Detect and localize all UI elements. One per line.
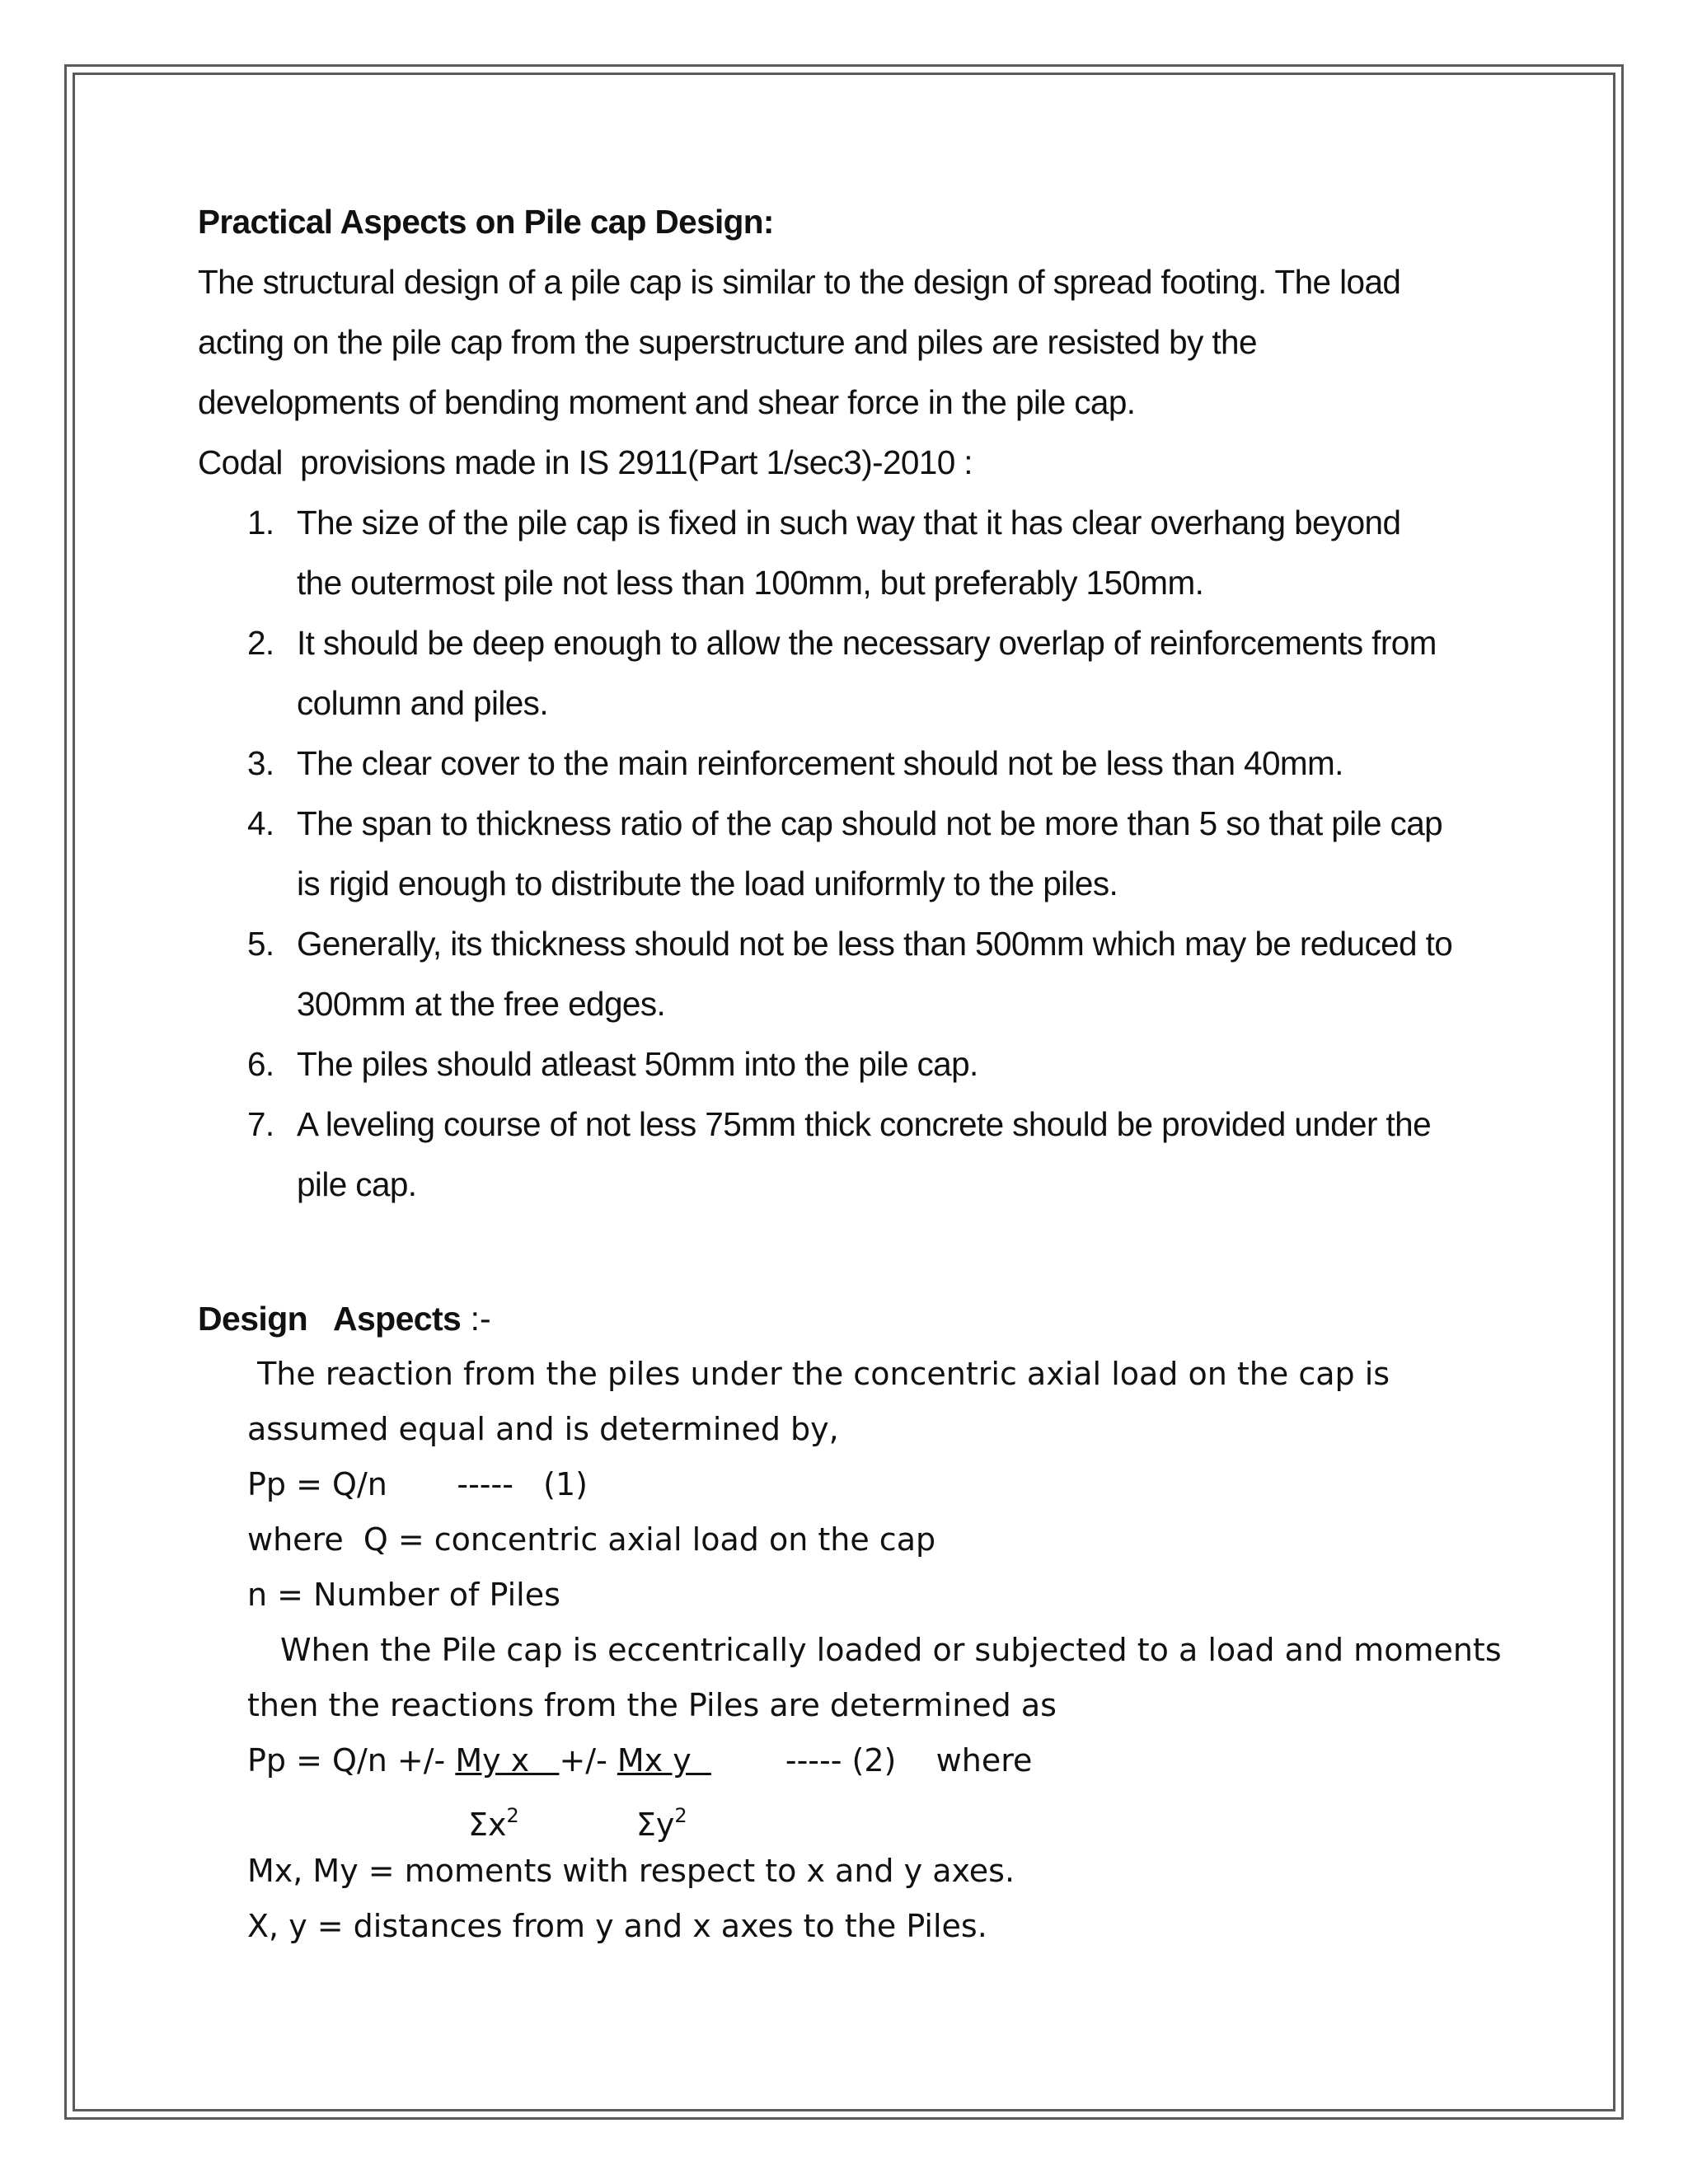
design-heading-text: Design Aspects xyxy=(198,1300,462,1338)
list-item-text: The span to thickness ratio of the cap should not be more than 5 so that pile cap xyxy=(297,804,1443,842)
list-item-continuation: the outermost pile not less than 100mm, but preferably 150mm. xyxy=(297,564,1204,602)
distances-definition: X, y = distances from y and x axes to the Piles. xyxy=(247,1908,987,1944)
intro-line: The structural design of a pile cap is similar to the design of spread footing. The load xyxy=(198,263,1401,301)
intro-line: developments of bending moment and shear force in the pile cap. xyxy=(198,383,1136,421)
intro-line: acting on the pile cap from the superstructure and piles are resisted by the xyxy=(198,323,1257,361)
list-number: 6. xyxy=(247,1045,274,1083)
equation-1: Pp = Q/n ----- (1) xyxy=(247,1466,588,1502)
paragraph-line: When the Pile cap is eccentrically loaded or subjected to a load and moments xyxy=(280,1632,1502,1668)
codal-provisions-line: Codal provisions made in IS 2911(Part 1/sec3)-2010 : xyxy=(198,443,973,481)
list-item xyxy=(198,918,1508,978)
moments-definition: Mx, My = moments with respect to x and y axes. xyxy=(247,1853,1015,1889)
section-title: Practical Aspects on Pile cap Design: xyxy=(198,203,774,241)
list-item-text: The size of the pile cap is fixed in such way that it has clear overhang beyond xyxy=(297,504,1401,541)
list-item-continuation: pile cap. xyxy=(297,1165,417,1203)
list-item xyxy=(198,1038,1508,1099)
section-practical-aspects xyxy=(198,196,1508,1219)
eq2-prefix: Pp = Q/n +/- xyxy=(247,1742,456,1779)
list-number: 5. xyxy=(247,925,274,963)
list-item-text: A leveling course of not less 75mm thick concrete should be provided under the xyxy=(297,1105,1432,1143)
list-number: 2. xyxy=(247,624,274,662)
list-item-text: The piles should atleast 50mm into the pile cap. xyxy=(297,1045,978,1083)
list-item-text: Generally, its thickness should not be less than 500mm which may be reduced to xyxy=(297,925,1453,963)
list-item xyxy=(198,1099,1508,1159)
sigma-x: Σx xyxy=(468,1807,507,1843)
list-item-continuation: column and piles. xyxy=(297,684,548,722)
paragraph-line: then the reactions from the Piles are determined as xyxy=(247,1687,1057,1723)
list-item xyxy=(198,617,1508,677)
list-number: 4. xyxy=(247,804,274,842)
sigma-y: Σy xyxy=(635,1807,675,1843)
eq2-tail: ----- (2) where xyxy=(785,1742,1033,1779)
equation-2 xyxy=(198,1736,1517,1791)
eq2-denominator-1 xyxy=(468,1804,519,1843)
list-number: 7. xyxy=(247,1105,274,1143)
list-number: 3. xyxy=(247,744,274,782)
eq2-operator: +/- xyxy=(559,1742,617,1779)
list-item xyxy=(198,798,1508,858)
exponent: 2 xyxy=(506,1804,519,1827)
eq2-fraction-1-numerator: My x xyxy=(455,1742,560,1779)
n-definition: n = Number of Piles xyxy=(247,1577,560,1613)
eq2-denominator-2 xyxy=(635,1804,687,1843)
section-design-aspects xyxy=(198,1294,1517,1957)
design-heading-suffix: :- xyxy=(461,1300,491,1338)
eq2-fraction-2-numerator: Mx y xyxy=(617,1742,711,1779)
equation-2-denominators xyxy=(198,1791,1517,1846)
design-heading xyxy=(198,1294,1517,1349)
list-item-continuation: 300mm at the free edges. xyxy=(297,985,666,1023)
paragraph-line: assumed equal and is determined by, xyxy=(247,1411,839,1447)
list-item-continuation: is rigid enough to distribute the load uniformly to the piles. xyxy=(297,865,1118,902)
paragraph-line: The reaction from the piles under the concentric axial load on the cap is xyxy=(247,1356,1390,1392)
list-item xyxy=(198,738,1508,798)
list-item-text: It should be deep enough to allow the necessary overlap of reinforcements from xyxy=(297,624,1437,662)
list-number: 1. xyxy=(247,504,274,541)
exponent: 2 xyxy=(674,1804,687,1827)
list-item xyxy=(198,497,1508,557)
where-line: where Q = concentric axial load on the cap xyxy=(247,1521,936,1558)
list-item-text: The clear cover to the main reinforcement should not be less than 40mm. xyxy=(297,744,1343,782)
